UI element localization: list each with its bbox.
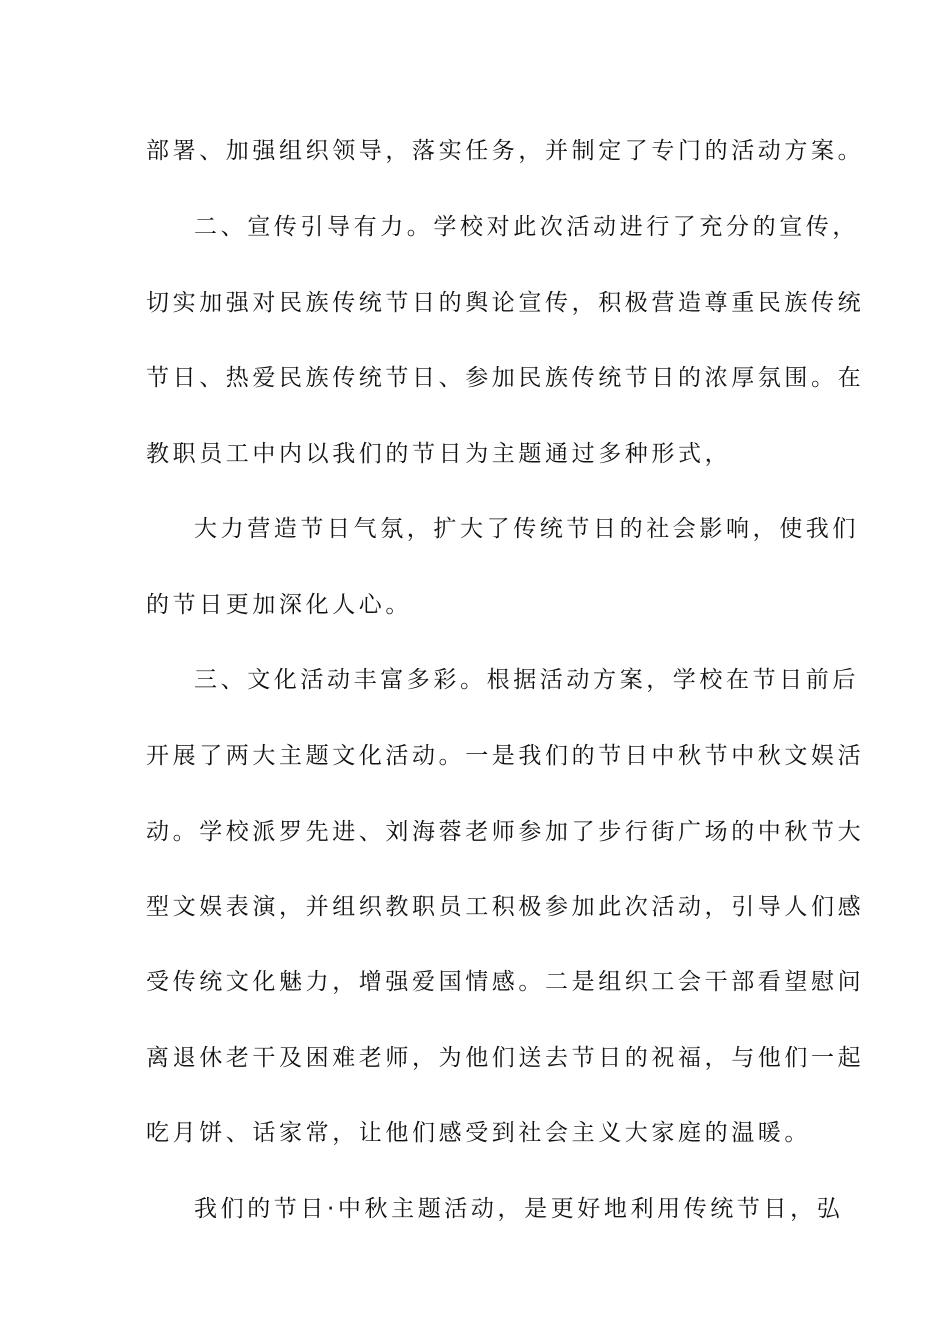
text-line: 教职员工中内以我们的节日为主题通过多种形式， — [146, 441, 732, 467]
text-line: 部署、加强组织领导，落实任务，并制定了专门的活动方案。 — [146, 138, 865, 164]
paragraph-start-line: 三、文化活动丰富多彩。根据活动方案，学校在节日前后 — [194, 667, 859, 693]
text-line: 节日、热爱民族传统节日、参加民族传统节日的浓厚氛围。在 — [146, 365, 865, 391]
text-line: 吃月饼、话家常，让他们感受到社会主义大家庭的温暖。 — [146, 1120, 811, 1146]
text-line: 动。学校派罗先进、刘海蓉老师参加了步行街广场的中秋节大 — [146, 819, 865, 845]
text-line: 切实加强对民族传统节日的舆论宣传，积极营造尊重民族传统 — [146, 290, 865, 316]
paragraph-start-line: 我们的节日·中秋主题活动，是更好地利用传统节日，弘 — [194, 1196, 844, 1222]
text-line: 开展了两大主题文化活动。一是我们的节日中秋节中秋文娱活 — [146, 743, 865, 769]
paragraph-start-line: 大力营造节日气氛，扩大了传统节日的社会影响，使我们 — [194, 516, 859, 542]
text-line: 离退休老干及困难老师，为他们送去节日的祝福，与他们一起 — [146, 1045, 865, 1071]
text-line: 型文娱表演，并组织教职员工积极参加此次活动，引导人们感 — [146, 894, 865, 920]
paragraph-start-line: 二、宣传引导有力。学校对此次活动进行了充分的宣传， — [194, 214, 859, 240]
text-line: 受传统文化魅力，增强爱国情感。二是组织工会干部看望慰问 — [146, 969, 865, 995]
text-line: 的节日更加深化人心。 — [146, 592, 412, 618]
